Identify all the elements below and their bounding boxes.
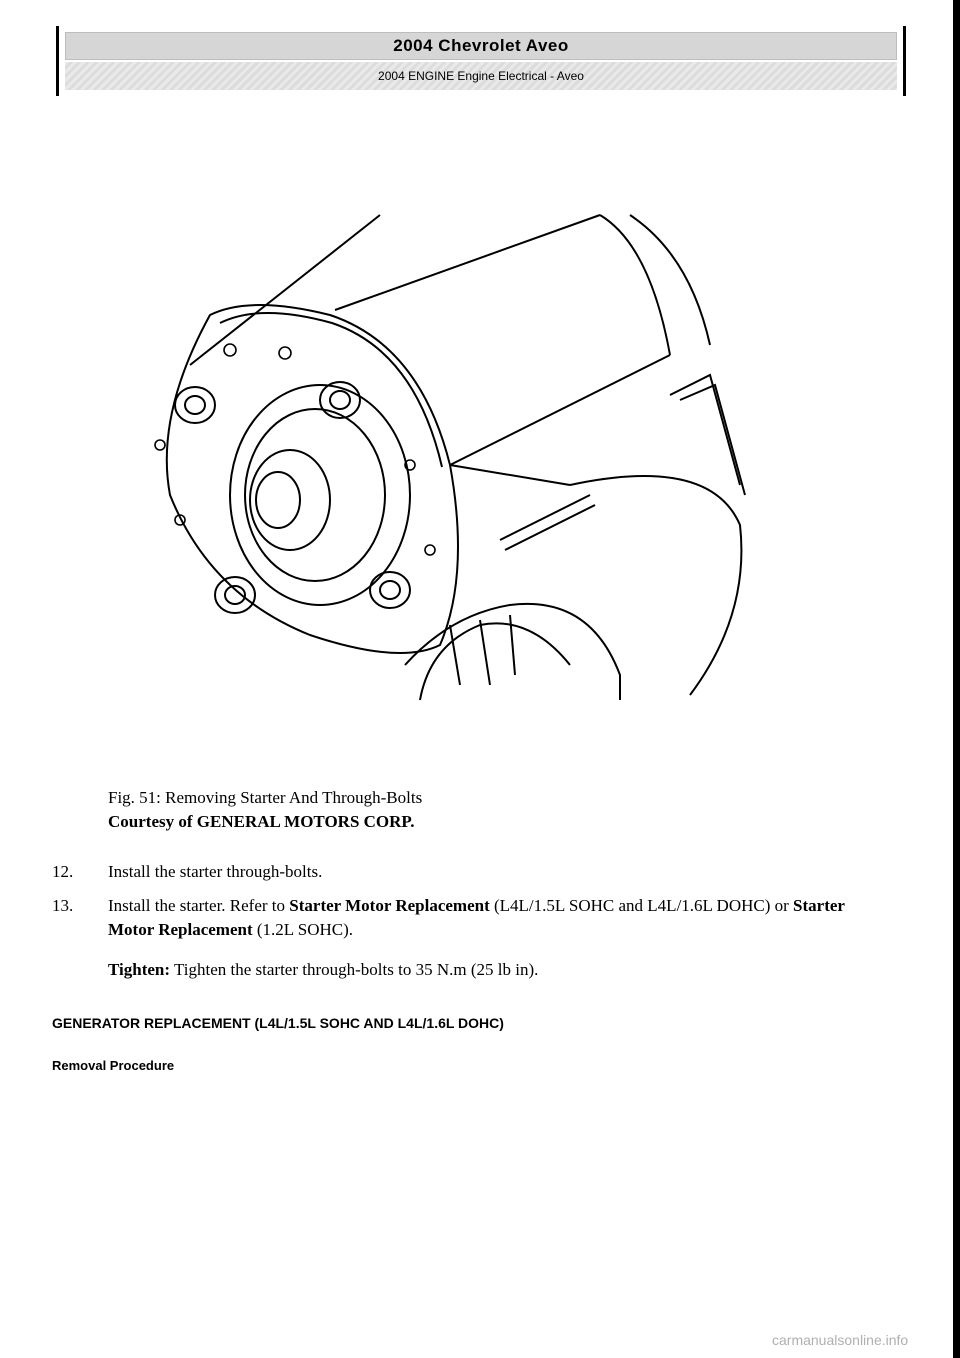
starter-motor-replacement-link[interactable]: Starter Motor Replacement xyxy=(289,896,490,915)
caption-courtesy: Courtesy of GENERAL MOTORS CORP. xyxy=(108,812,415,831)
step-item xyxy=(52,860,872,884)
header-subtitle: 2004 ENGINE Engine Electrical - Aveo xyxy=(65,62,897,90)
watermark: carmanualsonline.info xyxy=(772,1332,909,1348)
page-edge-bar xyxy=(953,0,960,1358)
step-text: Install the starter through-bolts. xyxy=(108,862,323,881)
step-list xyxy=(52,860,872,952)
figure-caption xyxy=(108,786,422,834)
page-header xyxy=(56,26,906,96)
step-number: 12. xyxy=(52,862,74,881)
tighten-label: Tighten: xyxy=(108,960,171,979)
section-title: GENERATOR REPLACEMENT (L4L/1.5L SOHC AND L4L/1.6L DOHC) xyxy=(52,1015,504,1031)
tighten-text: Tighten the starter through-bolts to 35 N.m (25 lb in). xyxy=(170,960,539,979)
tighten-spec xyxy=(108,960,538,980)
starter-motor-replacement-link[interactable]: Starter Motor Replacement xyxy=(108,896,845,939)
starter-illustration xyxy=(150,195,790,705)
header-title: 2004 Chevrolet Aveo xyxy=(65,32,897,60)
step-number: 13. xyxy=(52,896,74,915)
step-text-part: (1.2L SOHC). xyxy=(252,920,354,939)
caption-title: Fig. 51: Removing Starter And Through-Bolts xyxy=(108,788,423,807)
subsection-title: Removal Procedure xyxy=(52,1058,175,1073)
step-text xyxy=(108,894,872,942)
step-text-part: (L4L/1.5L SOHC and L4L/1.6L DOHC) or xyxy=(489,896,794,915)
step-text-part: Install the starter. Refer to xyxy=(108,896,290,915)
step-item xyxy=(52,894,872,942)
